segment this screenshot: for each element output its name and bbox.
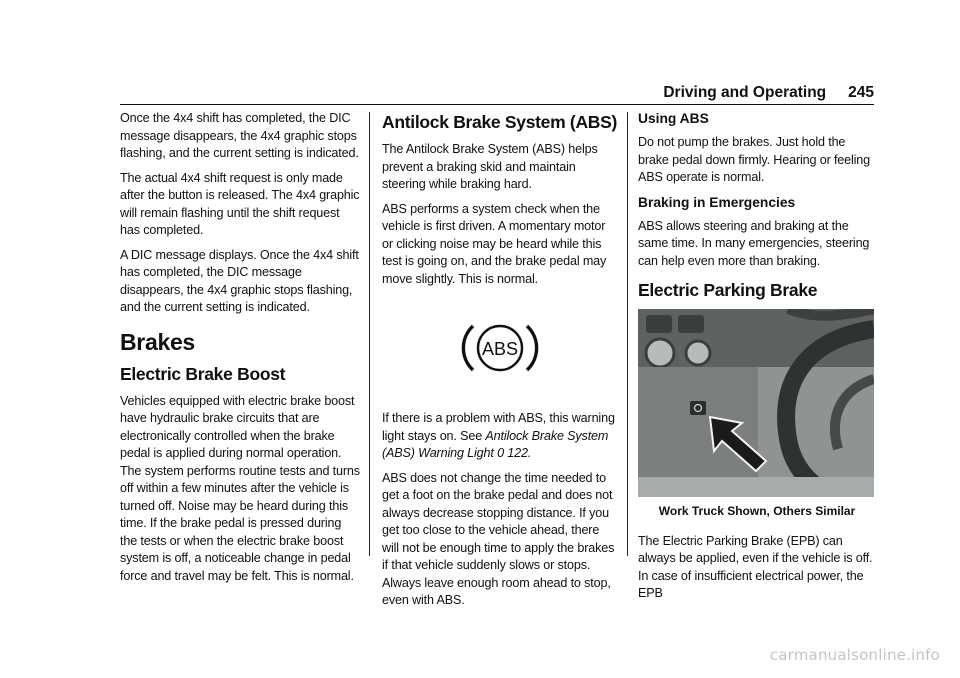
heading-braking-emergencies: Braking in Emergencies	[638, 194, 796, 210]
left-column	[120, 110, 360, 592]
header-rule	[120, 104, 874, 105]
column-divider-2	[627, 112, 628, 556]
page-reference: 0 122.	[497, 446, 532, 460]
paragraph: Once the 4x4 shift has completed, the DIC message disappears, the 4x4 graphic stops flashing, and the current setting is indicated.	[120, 111, 359, 160]
paragraph: ABS does not change the time needed to get a foot on the brake pedal and does not always decrease stopping distance. If you get too close to the vehicle ahead, there will not be enough time to apply the brakes if that vehicle suddenly slows or stops. Always leave enough room ahead to stop, even with ABS.	[382, 470, 615, 607]
paragraph-warning: If there is a problem with ABS, this warning light stays on. See Antilock Brake System (ABS) Warning Light 0 122.	[382, 411, 615, 460]
heading-using-abs: Using ABS	[638, 111, 709, 126]
paragraph: ABS allows steering and braking at the same time. In many emergencies, steering can help even more than braking.	[638, 218, 870, 268]
heading-electric-brake-boost: Electric Brake Boost	[120, 363, 286, 384]
paragraph: The Antilock Brake System (ABS) helps prevent a braking skid and maintain steering while braking hard.	[382, 142, 598, 191]
middle-column	[382, 110, 618, 617]
abs-icon-text: ABS	[481, 339, 519, 359]
right-column	[638, 110, 876, 610]
abs-warning-icon	[459, 320, 541, 376]
paragraph: The actual 4x4 shift request is only made after the button is released. The 4x4 graphic will remain flashing until the shift request has completed.	[120, 170, 360, 237]
paragraph: ABS performs a system check when the vehicle is first driven. A momentary motor or clicking noise may be heard while this test is going on, and the brake pedal may move slightly. This is normal.	[382, 201, 607, 286]
section-title: Driving and Operating	[663, 84, 827, 101]
column-divider-1	[369, 112, 370, 556]
page-number: 245	[848, 84, 874, 101]
heading-abs: Antilock Brake System (ABS)	[382, 112, 618, 132]
running-header	[620, 80, 874, 106]
cross-reference-link[interactable]: Antilock Brake System (ABS) Warning Light	[382, 428, 609, 460]
watermark: carmanualsonline.info	[769, 646, 940, 664]
photo-caption: Work Truck Shown, Others Similar	[658, 504, 856, 518]
paragraph: Do not pump the brakes. Just hold the brake pedal down firmly. Hearing or feeling ABS operate is normal.	[638, 135, 871, 184]
paragraph: Vehicles equipped with electric brake boost have hydraulic brake circuits that are electronically controlled when the brake pedal is applied during normal operation. The system performs routine tests and turns off within a few minutes after the vehicle is turned off. Noise may be heard during this time. If the brake pedal is pressed during the tests or when the electric brake boost system is off, a noticeable change in pedal force and travel may be felt. This is normal.	[120, 393, 360, 583]
heading-electric-parking-brake: Electric Parking Brake	[638, 280, 818, 300]
heading-brakes: Brakes	[120, 328, 195, 355]
paragraph: The Electric Parking Brake (EPB) can always be applied, even if the vehicle is off. In case of insufficient electrical power, the EPB	[638, 533, 873, 600]
paragraph: A DIC message displays. Once the 4x4 shift has completed, the DIC message disappears, the 4x4 graphic stops flashing, and the current setting is indicated.	[120, 247, 359, 314]
parking-brake-photo	[638, 309, 874, 497]
